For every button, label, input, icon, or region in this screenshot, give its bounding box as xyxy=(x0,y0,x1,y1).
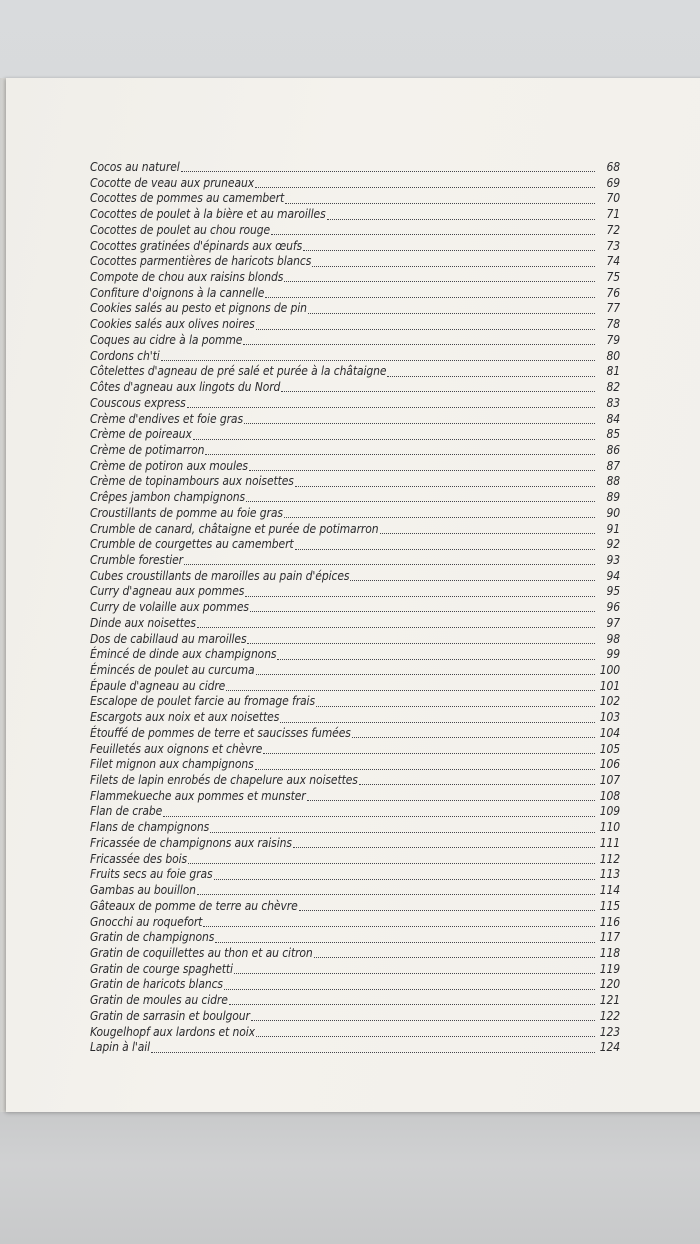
entry-page-number: 111 xyxy=(599,835,620,850)
entry-title: Filets de lapin enrobés de chapelure aux noisettes xyxy=(90,773,358,788)
index-entry xyxy=(90,396,620,412)
entry-page-number: 116 xyxy=(599,914,620,929)
entry-title: Émincé de dinde aux champignons xyxy=(90,647,277,662)
entry-title: Cocottes parmentières de haricots blancs xyxy=(90,254,312,269)
entry-page-number: 118 xyxy=(599,945,620,960)
entry-title: Escalope de poulet farcie au fromage frais xyxy=(90,694,315,709)
table-surface xyxy=(0,1112,700,1244)
entry-title: Cookies salés au pesto et pignons de pin xyxy=(90,301,307,316)
dot-leader xyxy=(271,234,595,235)
entry-page-number: 85 xyxy=(606,427,620,442)
dot-leader xyxy=(250,611,595,612)
entry-title: Épaule d'agneau au cidre xyxy=(90,678,226,693)
index-entry xyxy=(90,207,620,223)
dot-leader xyxy=(293,847,595,848)
dot-leader xyxy=(193,439,595,440)
index-entry xyxy=(90,553,620,569)
entry-page-number: 103 xyxy=(599,710,620,725)
entry-title: Croustillants de pomme au foie gras xyxy=(90,505,283,520)
index-entry xyxy=(90,726,620,742)
dot-leader xyxy=(197,627,595,628)
dot-leader xyxy=(352,737,595,738)
index-entry xyxy=(90,773,620,789)
entry-title: Crumble forestier xyxy=(90,552,183,567)
index-entry xyxy=(90,883,620,899)
index-entry xyxy=(90,537,620,553)
index-entry xyxy=(90,820,620,836)
index-entry xyxy=(90,443,620,459)
dot-leader xyxy=(245,596,595,597)
index-entry xyxy=(90,804,620,820)
entry-page-number: 107 xyxy=(599,773,620,788)
entry-title: Crème de topinambours aux noisettes xyxy=(90,474,294,489)
entry-page-number: 75 xyxy=(606,270,620,285)
entry-title: Gnocchi au roquefort xyxy=(90,914,203,929)
entry-page-number: 90 xyxy=(606,505,620,520)
index-entry xyxy=(90,490,620,506)
index-entry xyxy=(90,915,620,931)
entry-page-number: 78 xyxy=(606,317,620,332)
entry-title: Crème de potimarron xyxy=(90,442,205,457)
index-entry xyxy=(90,364,620,380)
dot-leader xyxy=(181,171,595,172)
entry-page-number: 124 xyxy=(599,1040,620,1055)
entry-page-number: 86 xyxy=(606,442,620,457)
index-entry xyxy=(90,993,620,1009)
entry-title: Gambas au bouillon xyxy=(90,883,196,898)
index-entry xyxy=(90,380,620,396)
entry-title: Curry d'agneau aux pommes xyxy=(90,584,245,599)
entry-title: Flan de crabe xyxy=(90,804,163,819)
entry-page-number: 113 xyxy=(599,867,620,882)
entry-page-number: 77 xyxy=(606,301,620,316)
entry-page-number: 99 xyxy=(606,647,620,662)
dot-leader xyxy=(256,329,595,330)
entry-page-number: 88 xyxy=(606,474,620,489)
entry-page-number: 91 xyxy=(606,521,620,536)
entry-title: Gratin de champignons xyxy=(90,930,215,945)
entry-page-number: 102 xyxy=(599,694,620,709)
recipe-index xyxy=(90,160,620,1056)
entry-title: Filet mignon aux champignons xyxy=(90,757,254,772)
entry-title: Couscous express xyxy=(90,395,186,410)
index-entry xyxy=(90,647,620,663)
dot-leader xyxy=(307,800,595,801)
index-entry xyxy=(90,1025,620,1041)
dot-leader xyxy=(281,391,595,392)
entry-title: Cordons ch'ti xyxy=(90,348,160,363)
entry-page-number: 97 xyxy=(606,615,620,630)
entry-page-number: 100 xyxy=(599,663,620,677)
entry-page-number: 117 xyxy=(599,930,620,945)
entry-title: Étouffé de pommes de terre et saucisses fumées xyxy=(90,725,351,740)
entry-title: Gratin de haricots blancs xyxy=(90,977,223,992)
dot-leader xyxy=(256,1036,595,1037)
entry-title: Émincés de poulet au curcuma xyxy=(90,663,255,677)
dot-leader xyxy=(210,832,595,833)
entry-page-number: 114 xyxy=(599,883,620,898)
entry-page-number: 98 xyxy=(606,631,620,646)
index-entry xyxy=(90,160,620,176)
entry-title: Fricassée de champignons aux raisins xyxy=(90,835,292,850)
dot-leader xyxy=(308,313,595,314)
index-entry xyxy=(90,1040,620,1056)
index-entry xyxy=(90,254,620,270)
dot-leader xyxy=(224,989,595,990)
index-entry xyxy=(90,522,620,538)
entry-page-number: 81 xyxy=(606,364,620,379)
entry-page-number: 76 xyxy=(606,285,620,300)
entry-page-number: 120 xyxy=(599,977,620,992)
index-entry xyxy=(90,191,620,207)
dot-leader xyxy=(161,360,595,361)
entry-page-number: 70 xyxy=(606,191,620,206)
entry-title: Gâteaux de pomme de terre au chèvre xyxy=(90,898,298,913)
dot-leader xyxy=(316,706,595,707)
entry-page-number: 122 xyxy=(599,1008,620,1023)
index-entry xyxy=(90,286,620,302)
dot-leader xyxy=(277,659,595,660)
index-entry xyxy=(90,679,620,695)
index-entry xyxy=(90,710,620,726)
dot-leader xyxy=(234,973,595,974)
entry-title: Cocos au naturel xyxy=(90,160,180,174)
entry-page-number: 110 xyxy=(599,820,620,835)
dot-leader xyxy=(214,879,595,880)
dot-leader xyxy=(327,219,595,220)
index-entry xyxy=(90,474,620,490)
entry-title: Escargots aux noix et aux noisettes xyxy=(90,710,280,725)
dot-leader xyxy=(229,1004,595,1005)
entry-title: Dos de cabillaud au maroilles xyxy=(90,631,247,646)
index-entry xyxy=(90,930,620,946)
dot-leader xyxy=(188,863,595,864)
dot-leader xyxy=(314,957,595,958)
dot-leader xyxy=(226,690,595,691)
dot-leader xyxy=(203,926,595,927)
entry-page-number: 95 xyxy=(606,584,620,599)
entry-title: Cubes croustillants de maroilles au pain d'épices xyxy=(90,568,350,583)
entry-page-number: 109 xyxy=(599,804,620,819)
entry-title: Cocottes gratinées d'épinards aux œufs xyxy=(90,238,303,253)
index-entry xyxy=(90,977,620,993)
index-entry xyxy=(90,239,620,255)
entry-title: Cocotte de veau aux pruneaux xyxy=(90,175,255,190)
dot-leader xyxy=(247,643,595,644)
entry-title: Flammekueche aux pommes et munster xyxy=(90,788,306,803)
dot-leader xyxy=(243,344,595,345)
dot-leader xyxy=(205,454,595,455)
index-entry xyxy=(90,301,620,317)
entry-title: Crème de potiron aux moules xyxy=(90,458,248,473)
dot-leader xyxy=(151,1052,595,1053)
entry-title: Crème de poireaux xyxy=(90,427,192,442)
entry-page-number: 68 xyxy=(606,160,620,174)
dot-leader xyxy=(256,674,595,675)
entry-page-number: 112 xyxy=(599,851,620,866)
dot-leader xyxy=(251,1020,595,1021)
dot-leader xyxy=(187,407,595,408)
entry-page-number: 74 xyxy=(606,254,620,269)
entry-page-number: 71 xyxy=(606,207,620,222)
index-entry xyxy=(90,789,620,805)
index-entry xyxy=(90,584,620,600)
dot-leader xyxy=(285,203,595,204)
index-entry xyxy=(90,852,620,868)
dot-leader xyxy=(255,769,595,770)
entry-title: Côtelettes d'agneau de pré salé et purée à la châtaigne xyxy=(90,364,387,379)
entry-title: Cookies salés aux olives noires xyxy=(90,317,255,332)
entry-page-number: 73 xyxy=(606,238,620,253)
entry-page-number: 92 xyxy=(606,537,620,552)
entry-page-number: 108 xyxy=(599,788,620,803)
entry-title: Flans de champignons xyxy=(90,820,210,835)
entry-title: Crumble de courgettes au camembert xyxy=(90,537,294,552)
entry-page-number: 105 xyxy=(599,741,620,756)
entry-title: Feuilletés aux oignons et chèvre xyxy=(90,741,263,756)
entry-page-number: 94 xyxy=(606,568,620,583)
index-entry xyxy=(90,427,620,443)
index-entry xyxy=(90,757,620,773)
index-entry xyxy=(90,333,620,349)
entry-page-number: 93 xyxy=(606,552,620,567)
index-entry xyxy=(90,663,620,679)
index-entry xyxy=(90,270,620,286)
dot-leader xyxy=(350,580,595,581)
entry-title: Fruits secs au foie gras xyxy=(90,867,213,882)
entry-title: Gratin de coquillettes au thon et au citron xyxy=(90,945,313,960)
index-entry xyxy=(90,867,620,883)
entry-page-number: 72 xyxy=(606,222,620,237)
index-entry xyxy=(90,223,620,239)
entry-title: Dinde aux noisettes xyxy=(90,615,196,630)
entry-title: Coques au cidre à la pomme xyxy=(90,332,243,347)
entry-page-number: 96 xyxy=(606,600,620,615)
dot-leader xyxy=(284,517,595,518)
index-entry xyxy=(90,459,620,475)
entry-title: Curry de volaille aux pommes xyxy=(90,600,249,615)
dot-leader xyxy=(295,486,595,487)
index-entry xyxy=(90,506,620,522)
dot-leader xyxy=(263,753,595,754)
dot-leader xyxy=(163,816,595,817)
entry-page-number: 121 xyxy=(599,993,620,1008)
entry-page-number: 123 xyxy=(599,1024,620,1039)
entry-page-number: 82 xyxy=(606,380,620,395)
entry-page-number: 69 xyxy=(606,175,620,190)
index-entry xyxy=(90,600,620,616)
entry-page-number: 84 xyxy=(606,411,620,426)
dot-leader xyxy=(244,423,595,424)
dot-leader xyxy=(184,564,595,565)
index-entry xyxy=(90,349,620,365)
index-entry xyxy=(90,317,620,333)
entry-page-number: 89 xyxy=(606,490,620,505)
dot-leader xyxy=(197,894,595,895)
dot-leader xyxy=(215,942,595,943)
index-entry xyxy=(90,899,620,915)
index-entry xyxy=(90,569,620,585)
entry-page-number: 106 xyxy=(599,757,620,772)
entry-page-number: 104 xyxy=(599,725,620,740)
entry-title: Gratin de courge spaghetti xyxy=(90,961,233,976)
entry-title: Cocottes de poulet à la bière et au maroilles xyxy=(90,207,326,222)
dot-leader xyxy=(246,501,595,502)
entry-page-number: 115 xyxy=(599,898,620,913)
index-entry xyxy=(90,742,620,758)
index-entry xyxy=(90,836,620,852)
dot-leader xyxy=(265,297,595,298)
index-entry xyxy=(90,946,620,962)
dot-leader xyxy=(255,187,595,188)
entry-page-number: 83 xyxy=(606,395,620,410)
entry-title: Compote de chou aux raisins blonds xyxy=(90,270,284,285)
index-entry xyxy=(90,632,620,648)
index-entry xyxy=(90,412,620,428)
entry-title: Crumble de canard, châtaigne et purée de potimarron xyxy=(90,521,379,536)
dot-leader xyxy=(312,266,595,267)
dot-leader xyxy=(303,250,595,251)
dot-leader xyxy=(299,910,595,911)
entry-page-number: 101 xyxy=(599,678,620,693)
dot-leader xyxy=(387,376,595,377)
entry-title: Côtes d'agneau aux lingots du Nord xyxy=(90,380,281,395)
entry-title: Crème d'endives et foie gras xyxy=(90,411,243,426)
index-entry xyxy=(90,694,620,710)
entry-title: Cocottes de pommes au camembert xyxy=(90,191,285,206)
entry-page-number: 119 xyxy=(599,961,620,976)
dot-leader xyxy=(380,533,596,534)
dot-leader xyxy=(249,470,595,471)
dot-leader xyxy=(280,722,595,723)
index-entry xyxy=(90,1009,620,1025)
entry-page-number: 79 xyxy=(606,332,620,347)
entry-title: Confiture d'oignons à la cannelle xyxy=(90,285,265,300)
entry-title: Cocottes de poulet au chou rouge xyxy=(90,222,271,237)
entry-page-number: 80 xyxy=(606,348,620,363)
entry-page-number: 87 xyxy=(606,458,620,473)
entry-title: Kougelhopf aux lardons et noix xyxy=(90,1024,255,1039)
index-entry xyxy=(90,616,620,632)
dot-leader xyxy=(359,784,595,785)
dot-leader xyxy=(295,549,595,550)
index-entry xyxy=(90,962,620,978)
entry-title: Lapin à l'ail xyxy=(90,1040,151,1055)
entry-title: Crêpes jambon champignons xyxy=(90,490,246,505)
entry-title: Gratin de moules au cidre xyxy=(90,993,228,1008)
dot-leader xyxy=(284,281,595,282)
index-entry xyxy=(90,176,620,192)
entry-title: Gratin de sarrasin et boulgour xyxy=(90,1008,250,1023)
entry-title: Fricassée des bois xyxy=(90,851,188,866)
